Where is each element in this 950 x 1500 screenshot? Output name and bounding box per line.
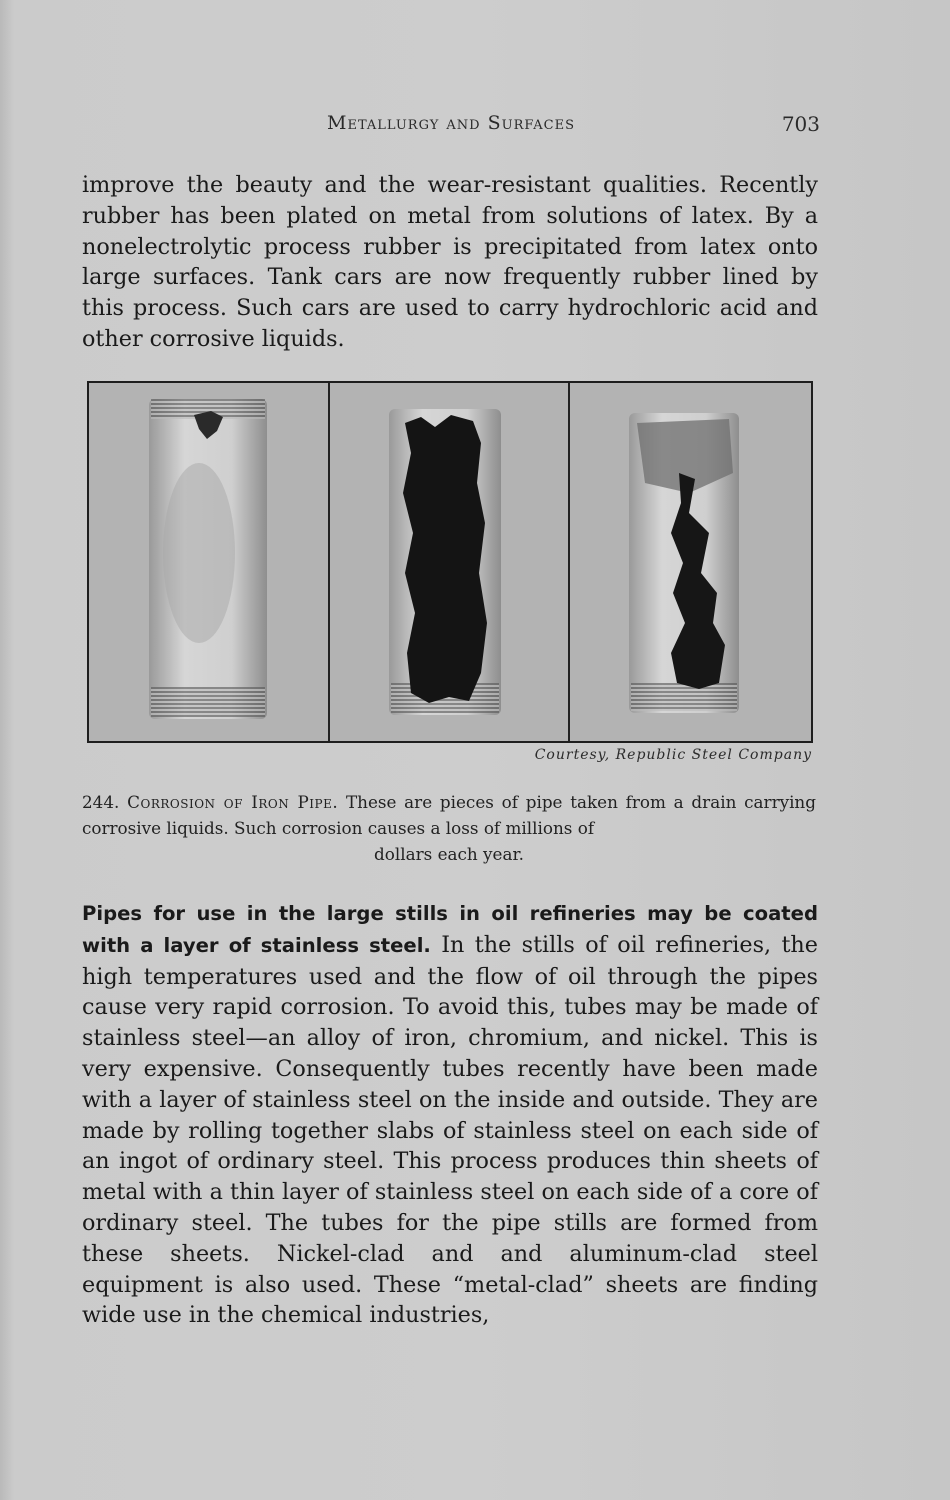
paragraph-rubber-plating: improve the beauty and the wear-resistant qualities. Recently rubber has been plated on metal from solutions of latex. By a nonelectrolytic process rubber is precipitated from latex onto large surfaces. Tank cars are now frequently rubber lined by this process. Such cars are used to carry hydrochloric acid and other corrosive liquids. — [82, 172, 818, 352]
page-number: 703 — [781, 112, 820, 136]
pipe-intact — [149, 399, 267, 719]
figure-caption — [82, 789, 816, 867]
paragraph-lead-heading: Pipes for use in the large stills in oil refineries may be coated with a layer of stainless steel. — [82, 902, 818, 957]
caption-last-line: dollars each year. — [374, 844, 524, 864]
caption-text: These are pieces of pipe taken from a drain carrying corrosive liquids. Such corrosion causes a loss of millions of — [82, 792, 816, 838]
page-header — [82, 112, 820, 146]
pipe-corroded-partial — [629, 413, 739, 713]
paragraph-stainless-steel — [82, 898, 818, 1331]
pipe-photographs — [89, 383, 811, 741]
caption-number: 244. — [82, 792, 120, 812]
pipe-corroded-center — [389, 409, 501, 715]
running-title: Metallurgy and Surfaces — [327, 112, 575, 134]
panel-divider — [568, 383, 570, 741]
panel-divider — [328, 383, 330, 741]
figure-credit: Courtesy, Republic Steel Company — [534, 747, 812, 763]
caption-title: Corrosion of Iron Pipe. — [127, 792, 339, 812]
figure-corroded-pipes — [87, 381, 813, 743]
paragraph-body: In the stills of oil refineries, the high temperatures used and the flow of oil through the pipes cause very rapid corrosion. To avoid this, tubes may be made of stainless steel—an alloy of iron, chromium, and nickel. This is very expensive. Consequently tubes recently have been made with a layer of stainless steel on the inside and outside. They are made by rolling together slabs of stainless steel on each side of an ingot of ordinary steel. This process produces thin sheets of metal with a thin layer of stainless steel on each side of a core of ordinary steel. The tubes for the pipe stills are formed from these sheets. Nickel-clad and and aluminum-clad steel equipment is also used. These “metal-clad” sheets are finding wide use in the chemical industries, — [82, 931, 818, 1329]
